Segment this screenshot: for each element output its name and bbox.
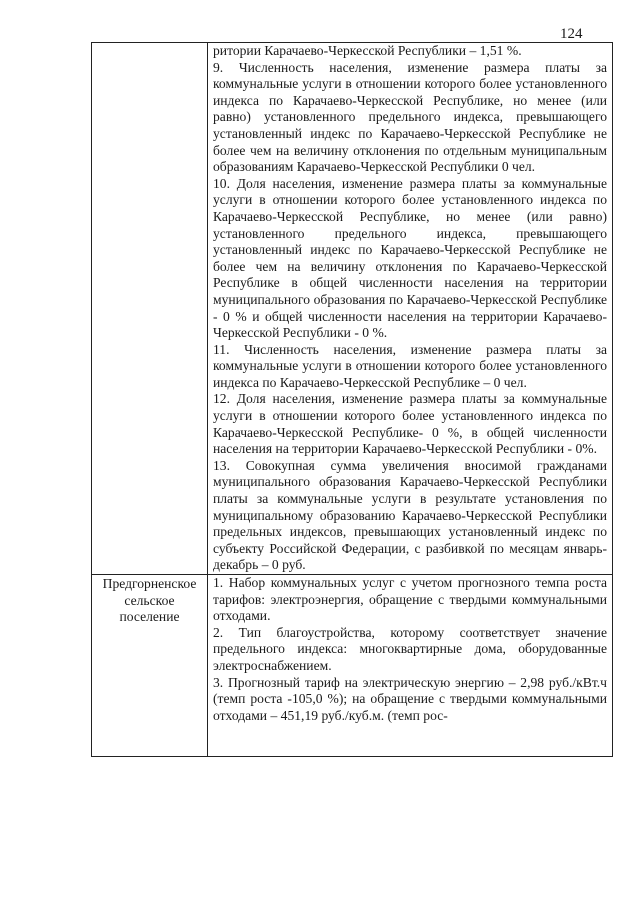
indicator-paragraph: 9. Численность населения, изменение размера платы за коммунальные услуги в отношении которого более установленного индекса по Карачаево-Черкесской Республике, но менее (или равно) установленного предельного индекса, превышающего установленный индекс по Карачаево-Черкесской Республике не более чем на величину отклонения по отдельным муниципальным образованиям Карачаево-Черкесской Республики 0 чел.	[213, 59, 607, 175]
indicator-paragraph: 13. Совокупная сумма увеличения вносимой гражданами муниципального образования Карачаево-Черкесской Республики платы за коммунальные услуги в результате установления по муниципальному образованию Карачаево-Черкесской Республики предельных индексов, превышающих установленный индекс по субъекту Российской Федерации, с разбивкой по месяцам январь-декабрь – 0 руб.	[213, 457, 607, 573]
indicator-paragraph: 10. Доля населения, изменение размера платы за коммунальные услуги в отношении которого более установленного индекса по Карачаево-Черкесской Республике, но менее (или равно) установленного предельного индекса, превышающего установленный индекс по Карачаево-Черкесской Республике не более чем на величину отклонения по Карачаево-Черкесской Республике в общей численности населения на территории муниципального образования по Карачаево-Черкесской Республике - 0 % и общей численности населения на территории Карачаево-Черкесской Республики - 0 %.	[213, 175, 607, 341]
indicators-cell	[208, 575, 613, 757]
indicator-paragraph: 12. Доля населения, изменение размера платы за коммунальные услуги в отношении которого более установленного индекса по Карачаево-Черкесской Республике- 0 %, в общей численности населения на территории Карачаево-Черкесской Республики - 0%.	[213, 391, 607, 457]
municipality-name: Предгорненское сельское поселение	[102, 576, 197, 624]
page-number: 124	[560, 26, 583, 42]
indicator-paragraph: ритории Карачаево-Черкесской Республики – 1,51 %.	[213, 43, 522, 58]
indicator-paragraph: 1. Набор коммунальных услуг с учетом прогнозного темпа роста тарифов: электроэнергия, обращение с твердыми коммунальными отходами.	[213, 575, 607, 624]
indicator-paragraph: 3. Прогнозный тариф на электрическую энергию – 2,98 руб./кВт.ч (темп роста -105,0 %); на обращение с твердыми коммунальными отходами – 451,19 руб./куб.м. (темп рос-	[213, 674, 607, 723]
municipality-name	[92, 43, 207, 45]
table-row	[92, 575, 613, 757]
table-row	[92, 43, 613, 575]
municipality-cell	[92, 43, 208, 575]
municipality-cell	[92, 575, 208, 757]
indicator-paragraph: 11. Численность населения, изменение размера платы за коммунальные услуги в отношении которого более установленного индекса по Карачаево-Черкесской Республике – 0 чел.	[213, 341, 607, 390]
indicator-paragraph: 2. Тип благоустройства, которому соответствует значение предельного индекса: многоквартирные дома, оборудованные электроснабжением.	[213, 624, 607, 673]
indices-table	[91, 42, 613, 757]
indicators-cell	[208, 43, 613, 575]
